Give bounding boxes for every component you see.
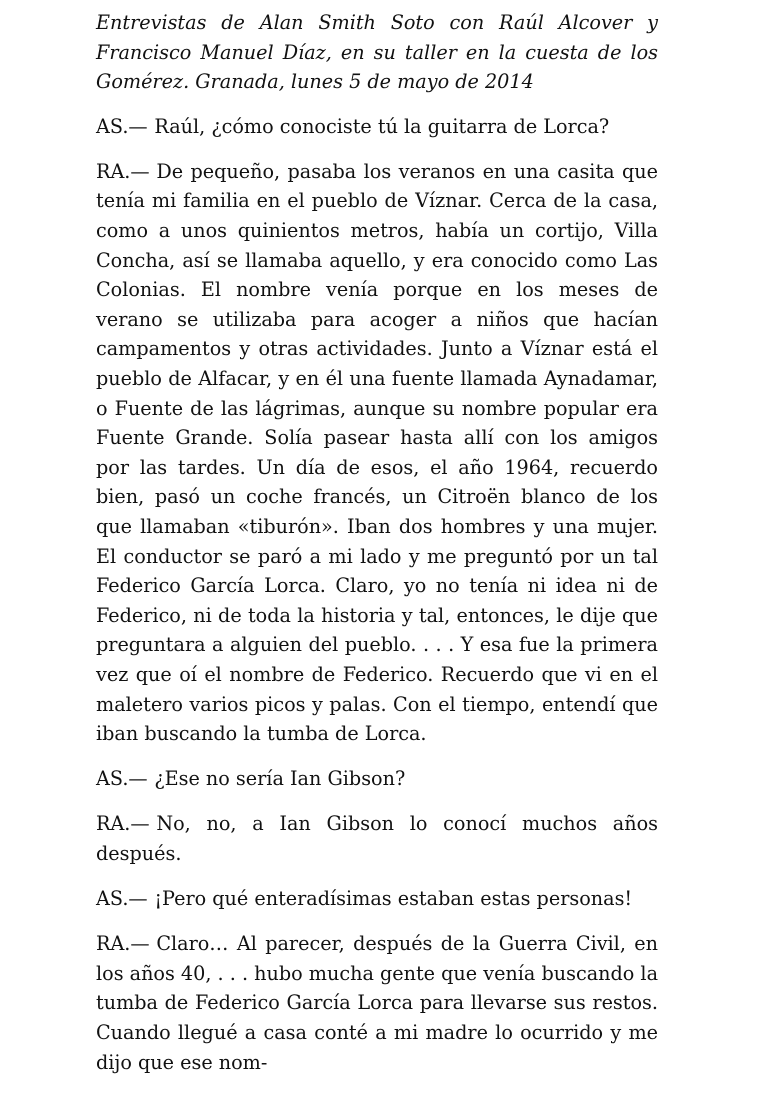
dialogue-turn [96,764,658,794]
dialogue-turn [96,929,658,1077]
speaker-label: AS.— [96,887,148,911]
speech-text: ¿Ese no sería Ian Gibson? [154,767,406,791]
speech-text: Raúl, ¿cómo conociste tú la guitarra de Lorca? [154,114,610,138]
page-text [96,8,658,1093]
interview-heading: Entrevistas de Alan Smith Soto con Raúl Alcover y Francisco Manuel Díaz, en su taller en la cuesta de los Gomérez. Granada, lunes 5 de mayo de 2014 [96,11,658,94]
speaker-label: RA.— [96,159,150,183]
speech-text: De pequeño, pasaba los veranos en una casita que tenía mi familia en el pueblo de Víznar. Cerca de la casa, como a unos quinientos metros, había un cortijo, Villa Concha, así se llamaba aquello, y era conocido como Las Colonias. El nombre venía porque en los meses de verano se utilizaba para acoger a niños que hacían campamentos y otras actividades. Junto a Víznar está el pueblo de Alfacar, y en él una fuente llamada Aynadamar, o Fuente de las lágrimas, aunque su nombre popular era Fuente Grande. Solía pasear hasta allí con los amigos por las tardes. Un día de esos, el año 1964, recuerdo bien, pasó un coche francés, un Citroën blanco de los que llamaban «tiburón». Iban dos hombres y una mujer. El conductor se paró a mi lado y me preguntó por un tal Federico García Lorca. Claro, yo no tenía ni idea ni de Federico, ni de toda la historia y tal, entonces, le dije que preguntara a alguien del pueblo. . . . Y esa fue la primera vez que oí el nombre de Federico. Recuerdo que vi en el maletero varios picos y palas. Con el tiempo, entendí que iban buscando la tumba de Lorca. [96,159,658,746]
speaker-label: AS.— [96,767,148,791]
speech-text: ¡Pero qué enteradísimas estaban estas personas! [154,887,633,911]
speech-text: No, no, a Ian Gibson lo conocí muchos años después. [96,812,658,865]
dialogue-turn [96,112,658,142]
dialogue-turn [96,157,658,749]
speaker-label: RA.— [96,932,150,956]
speech-text: Claro… Al parecer, después de la Guerra Civil, en los años 40, . . . hubo mucha gente que venía buscando la tumba de Federico García Lorca para llevarse sus restos. Cuando llegué a casa conté a mi madre lo ocurrido y me dijo que ese nom- [96,932,659,1074]
dialogue-turn [96,884,658,914]
speaker-label: RA.— [96,812,150,836]
speaker-label: AS.— [96,114,148,138]
dialogue-turn [96,809,658,868]
